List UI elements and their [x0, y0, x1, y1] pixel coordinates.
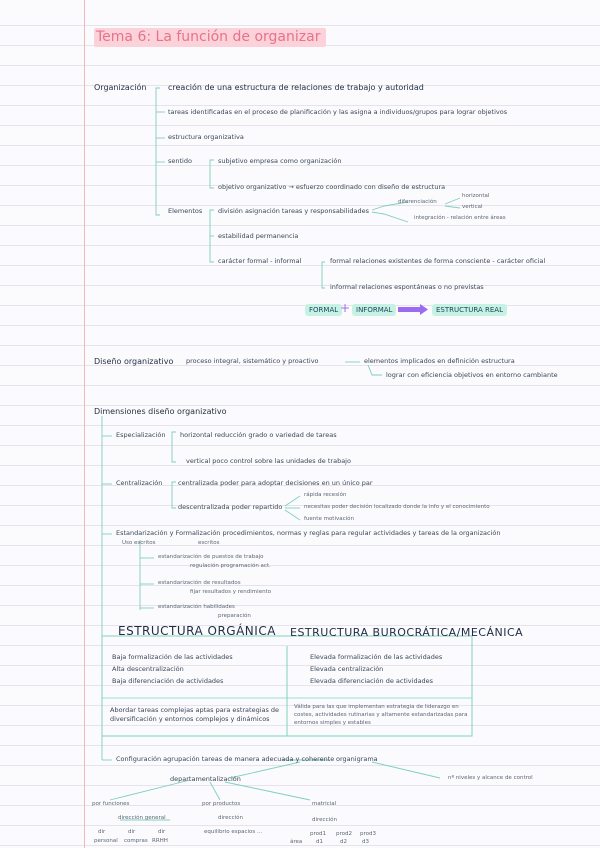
matricial-prod1: prod1 — [310, 831, 326, 837]
estandarizacion-p1: estandarización de puestos de trabajo — [158, 554, 264, 560]
mecanica-item-3: Elevada diferenciación de actividades — [310, 677, 434, 685]
especializacion-label: Especialización — [116, 431, 166, 439]
estandarizacion-p2b: fijar resultados y rendimiento — [190, 589, 272, 595]
mecanica-item-1: Elevada formalización de las actividades — [310, 653, 443, 661]
funciones-dir-general: dirección general — [118, 815, 166, 821]
elementos-formal: formal relaciones existentes de forma consciente - carácter oficial — [330, 257, 546, 265]
configuracion-organigrama: organigrama — [336, 755, 378, 763]
funciones-dir-1: dir — [98, 829, 106, 835]
diseno-a: elementos implicados en definición estructura — [364, 357, 515, 365]
estandarizacion-p3b: preparación — [218, 613, 251, 619]
organica-item-1: Baja formalización de las actividades — [112, 653, 233, 661]
organizacion-item-3: estructura organizativa — [168, 133, 244, 141]
funciones-personal: personal — [94, 838, 118, 844]
elementos-caracter: carácter formal - informal — [218, 257, 302, 265]
elementos-informal: informal relaciones espontáneas o no previstas — [330, 283, 484, 291]
elementos-horizontal: horizontal — [462, 193, 490, 199]
elementos-integracion: integración - relación entre áreas — [414, 215, 506, 221]
centralizacion-b2: necesitas poder decisión localizado donde la info y el conocimiento — [304, 504, 490, 510]
diseno-label: Diseño organizativo — [94, 357, 174, 366]
productos-direccion: dirección — [218, 815, 243, 821]
organica-item-3: Baja diferenciación de actividades — [112, 677, 224, 685]
organizacion-label: Organización — [94, 83, 147, 92]
sentido-subjetivo: subjetivo empresa como organización — [218, 157, 342, 165]
diseno-desc: proceso integral, sistemático y proactivo — [186, 357, 319, 365]
matricial-d2: d2 — [340, 839, 347, 845]
elementos-division: división asignación tareas y responsabilidades — [218, 207, 369, 215]
matricial: matricial — [312, 801, 337, 807]
centralizacion-label: Centralización — [116, 479, 163, 487]
sentido-label: sentido — [168, 157, 192, 165]
sentido-objetivo: objetivo organizativo → esfuerzo coordinado con diseño de estructura — [218, 183, 446, 191]
funciones-compras: compras — [124, 838, 148, 844]
matricial-prod2: prod2 — [336, 831, 352, 837]
por-funciones: por funciones — [92, 801, 130, 807]
configuracion-niveles: nº niveles y alcance de control — [448, 775, 533, 781]
estandarizacion-p2: estandarización de resultados — [158, 580, 241, 586]
page-title: Tema 6: La función de organizar — [94, 28, 326, 47]
departamentalizacion: departamentalización — [170, 775, 241, 783]
estandarizacion-sub2: escritos — [198, 540, 220, 546]
funciones-rrhh: RRHH — [152, 838, 168, 844]
mecanica-title: ESTRUCTURA BUROCRÁTICA/MECÁNICA — [290, 626, 524, 639]
notebook-margin-line — [84, 0, 85, 848]
matricial-area: área — [290, 839, 303, 845]
matricial-d3: d3 — [362, 839, 369, 845]
estandarizacion-label: Estandarización y Formalización procedimientos, normas y reglas para regular actividades y tareas de la organización — [116, 529, 501, 537]
funciones-dir-2: dir — [128, 829, 136, 835]
organica-title: ESTRUCTURA ORGÁNICA — [118, 624, 276, 638]
mecanica-item-2: Elevada centralización — [310, 665, 384, 673]
estandarizacion-p3: estandarización habilidades — [158, 604, 235, 610]
productos-equilibrio: equilibrio espacios ... — [204, 829, 263, 835]
elementos-estabilidad: estabilidad permanencia — [218, 232, 299, 240]
dimensiones-label: Dimensiones diseño organizativo — [94, 407, 227, 416]
estandarizacion-sub: Uso escritos — [122, 540, 156, 546]
configuracion-label: Configuración agrupación tareas de manera adecuada y coherente — [116, 755, 335, 763]
estandarizacion-p1b: regulación programación act. — [190, 563, 271, 569]
matricial-prod3: prod3 — [360, 831, 376, 837]
elementos-vertical: vertical — [462, 204, 483, 210]
elementos-label: Elementos — [168, 207, 203, 215]
equation-informal: INFORMAL — [352, 304, 396, 316]
organizacion-item-1: creación de una estructura de relaciones de trabajo y autoridad — [168, 83, 424, 92]
equation-result: ESTRUCTURA REAL — [432, 304, 507, 316]
mecanica-note: Válida para las que implementan estrategia de liderazgo en costes, actividades rutinarias y altamente estandarizadas para entornos simples y estables — [294, 704, 468, 726]
equation-formal: FORMAL — [305, 304, 342, 316]
por-productos: por productos — [202, 801, 241, 807]
matricial-direccion: dirección — [312, 817, 337, 823]
especializacion-h: horizontal reducción grado o variedad de tareas — [180, 431, 337, 439]
matricial-d1: d1 — [316, 839, 323, 845]
organizacion-item-2: tareas identificadas en el proceso de planificación y las asigna a individuos/grupos para lograr objetivos — [168, 108, 508, 116]
organica-item-2: Alta descentralización — [112, 665, 184, 673]
funciones-dir-3: dir — [158, 829, 166, 835]
especializacion-v: vertical poco control sobre las unidades de trabajo — [186, 457, 351, 465]
organica-note: Abordar tareas complejas aptas para estrategias de diversificación y entornos complejos y dinámicos — [110, 706, 280, 724]
elementos-diferenciacion: diferenciación — [398, 199, 437, 205]
equation-plus: + — [340, 301, 351, 315]
centralizacion-b3: fuente motivación — [304, 516, 355, 522]
diseno-b: lograr con eficiencia objetivos en entorno cambiante — [386, 371, 558, 379]
centralizacion-b: descentralizada poder repartido — [178, 503, 283, 511]
centralizacion-a: centralizada poder para adoptar decisiones en un único par — [178, 479, 373, 487]
centralizacion-b1: rápida recesión — [304, 492, 347, 498]
